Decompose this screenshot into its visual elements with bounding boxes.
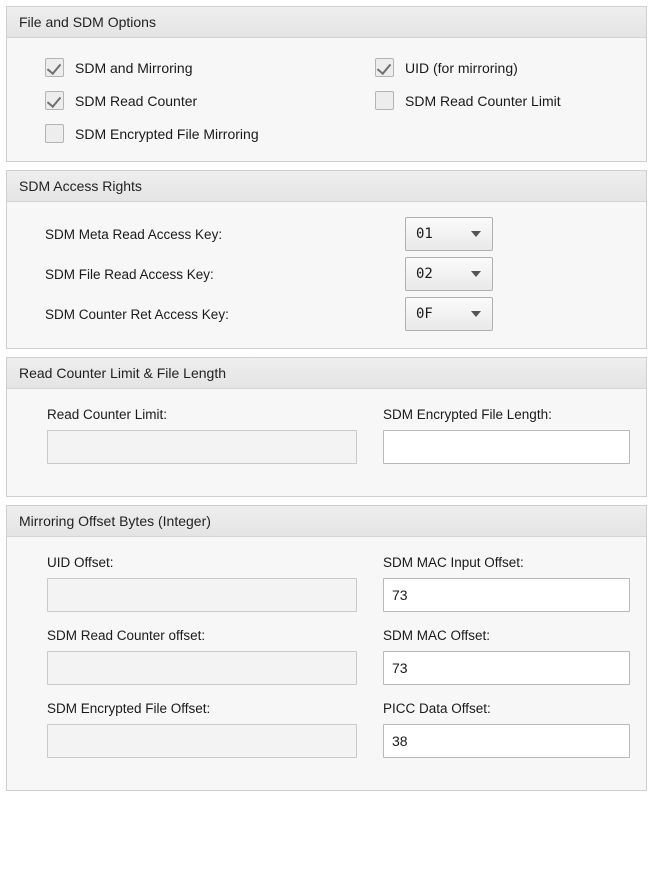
input-sdm-encrypted-file-length[interactable] [383, 430, 630, 464]
checkbox-row-sdm-read-counter[interactable] [45, 91, 375, 110]
field-sdm-read-counter-offset [47, 628, 357, 685]
label-sdm-encrypted-file-offset: SDM Encrypted File Offset: [47, 701, 211, 716]
fields-mirroring-offset-bytes [17, 549, 636, 776]
checkbox-grid [17, 50, 636, 147]
select-value-sdm-counter-ret-access-key: 0F [416, 306, 433, 322]
input-sdm-read-counter-offset[interactable] [47, 651, 357, 685]
field-sdm-mac-offset [383, 628, 630, 685]
input-sdm-mac-input-offset[interactable] [383, 578, 630, 612]
label-uid-offset: UID Offset: [47, 555, 114, 570]
select-value-sdm-file-read-access-key: 02 [416, 266, 433, 282]
select-sdm-counter-ret-access-key[interactable] [405, 297, 493, 331]
label-sdm-encrypted-file-length: SDM Encrypted File Length: [383, 407, 552, 422]
input-picc-data-offset[interactable] [383, 724, 630, 758]
checkbox-sdm-read-counter[interactable] [45, 91, 64, 110]
row-sdm-file-read-access-key [17, 254, 636, 294]
group-mirroring-offset-bytes [6, 505, 647, 791]
checkbox-label-sdm-and-mirroring: SDM and Mirroring [75, 59, 193, 76]
checkbox-sdm-and-mirroring[interactable] [45, 58, 64, 77]
field-sdm-mac-input-offset [383, 555, 630, 612]
checkbox-label-uid-for-mirroring: UID (for mirroring) [405, 59, 518, 76]
field-sdm-encrypted-file-length [383, 407, 630, 464]
field-read-counter-limit [47, 407, 357, 464]
group-title-sdm-access-rights: SDM Access Rights [7, 171, 646, 202]
label-read-counter-limit: Read Counter Limit: [47, 407, 168, 422]
group-sdm-access-rights [6, 170, 647, 349]
checkbox-row-uid-for-mirroring[interactable] [375, 58, 636, 77]
group-body-read-counter-limit-and-file-length [7, 389, 646, 496]
input-read-counter-limit[interactable] [47, 430, 357, 464]
chevron-down-icon[interactable] [471, 271, 481, 277]
checkbox-label-sdm-encrypted-file-mirroring: SDM Encrypted File Mirroring [75, 125, 259, 142]
checkbox-label-sdm-read-counter: SDM Read Counter [75, 92, 198, 109]
label-picc-data-offset: PICC Data Offset: [383, 701, 491, 716]
label-sdm-read-counter-offset: SDM Read Counter offset: [47, 628, 206, 643]
checkbox-label-sdm-read-counter-limit: SDM Read Counter Limit [405, 92, 561, 109]
group-body-mirroring-offset-bytes [7, 537, 646, 790]
chevron-down-icon[interactable] [471, 311, 481, 317]
checkbox-row-sdm-read-counter-limit[interactable] [375, 91, 636, 110]
checkbox-uid-for-mirroring[interactable] [375, 58, 394, 77]
checkbox-row-sdm-encrypted-file-mirroring[interactable] [45, 124, 375, 143]
select-sdm-meta-read-access-key[interactable] [405, 217, 493, 251]
label-sdm-mac-offset: SDM MAC Offset: [383, 628, 491, 643]
checkbox-grid-empty-cell [375, 124, 636, 143]
select-value-sdm-meta-read-access-key: 01 [416, 226, 433, 242]
input-sdm-mac-offset[interactable] [383, 651, 630, 685]
group-title-read-counter-limit-and-file-length: Read Counter Limit & File Length [7, 358, 646, 389]
row-sdm-counter-ret-access-key [17, 294, 636, 334]
checkbox-row-sdm-and-mirroring[interactable] [45, 58, 375, 77]
field-uid-offset [47, 555, 357, 612]
input-sdm-encrypted-file-offset[interactable] [47, 724, 357, 758]
group-read-counter-limit-and-file-length [6, 357, 647, 497]
checkbox-sdm-encrypted-file-mirroring[interactable] [45, 124, 64, 143]
group-file-and-sdm-options [6, 6, 647, 162]
group-body-sdm-access-rights [7, 202, 646, 348]
chevron-down-icon[interactable] [471, 231, 481, 237]
group-title-mirroring-offset-bytes: Mirroring Offset Bytes (Integer) [7, 506, 646, 537]
label-sdm-file-read-access-key: SDM File Read Access Key: [45, 266, 214, 282]
label-sdm-mac-input-offset: SDM MAC Input Offset: [383, 555, 524, 570]
checkbox-sdm-read-counter-limit[interactable] [375, 91, 394, 110]
label-sdm-meta-read-access-key: SDM Meta Read Access Key: [45, 226, 223, 242]
group-body-file-and-sdm-options [7, 38, 646, 161]
label-sdm-counter-ret-access-key: SDM Counter Ret Access Key: [45, 306, 229, 322]
input-uid-offset[interactable] [47, 578, 357, 612]
field-picc-data-offset [383, 701, 630, 758]
group-title-file-and-sdm-options: File and SDM Options [7, 7, 646, 38]
row-sdm-meta-read-access-key [17, 214, 636, 254]
fields-read-counter-limit-and-file-length [17, 401, 636, 482]
field-sdm-encrypted-file-offset [47, 701, 357, 758]
select-sdm-file-read-access-key[interactable] [405, 257, 493, 291]
